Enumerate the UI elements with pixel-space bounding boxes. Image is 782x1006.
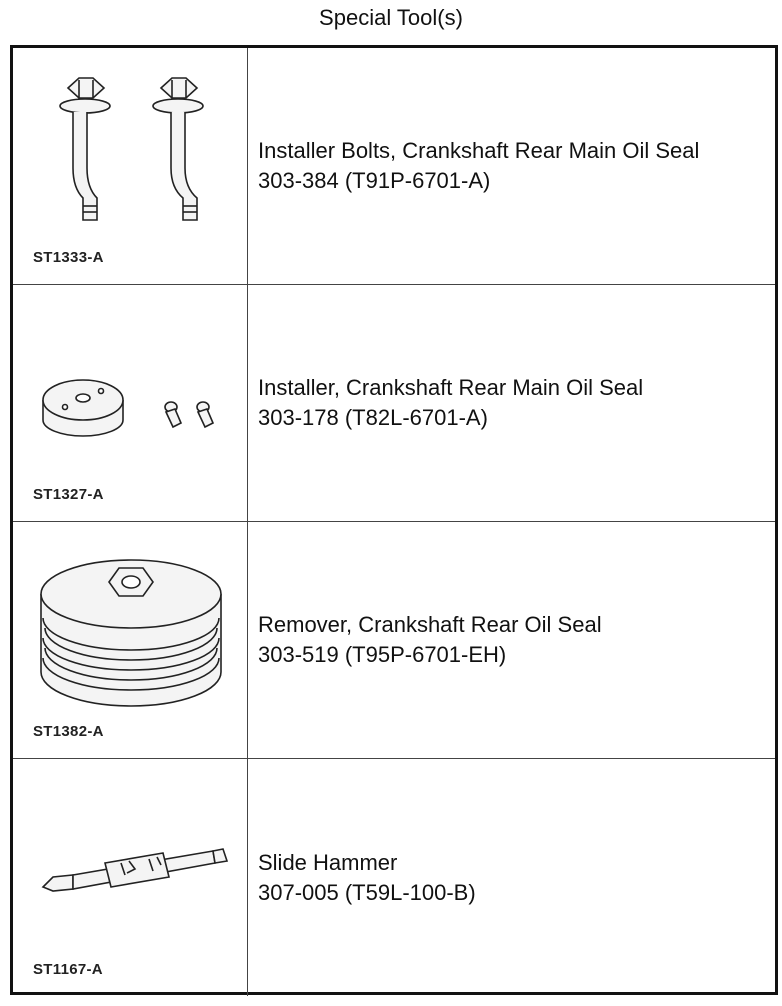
tool-name: Installer, Crankshaft Rear Main Oil Seal xyxy=(258,375,644,400)
small-bolts-icon xyxy=(165,402,213,427)
hex-nut-icon xyxy=(109,568,153,596)
bolt-left-icon xyxy=(60,78,110,220)
tool-description xyxy=(258,759,476,996)
tool-part-number: 303-384 (T91P-6701-A) xyxy=(258,168,491,193)
special-tools-table xyxy=(10,45,778,995)
bolt-right-icon xyxy=(153,78,203,220)
tool-image-cell xyxy=(13,522,248,758)
tool-part-number: 303-178 (T82L-6701-A) xyxy=(258,405,488,430)
installer-disc-icon xyxy=(43,380,123,436)
tool-row-installer-bolts xyxy=(13,48,775,285)
tool-name: Remover, Crankshaft Rear Oil Seal xyxy=(258,612,602,637)
tool-description xyxy=(258,285,643,521)
tool-code: ST1382-A xyxy=(33,723,104,740)
tool-part-number: 303-519 (T95P-6701-EH) xyxy=(258,642,507,667)
tool-row-slide-hammer xyxy=(13,759,775,996)
tool-row-seal-remover xyxy=(13,522,775,759)
tool-code: ST1167-A xyxy=(33,961,103,978)
tool-image-cell xyxy=(13,48,248,284)
tool-name: Installer Bolts, Crankshaft Rear Main Oil Seal xyxy=(258,138,700,163)
tool-image-cell xyxy=(13,759,248,996)
tool-code: ST1333-A xyxy=(33,249,104,266)
tool-row-seal-installer xyxy=(13,285,775,522)
tool-image-cell xyxy=(13,285,248,521)
page-title: Special Tool(s) xyxy=(319,5,463,30)
hammer-weight-icon xyxy=(105,853,169,887)
tool-description xyxy=(258,48,699,284)
tool-part-number: 307-005 (T59L-100-B) xyxy=(258,879,476,905)
tool-name: Slide Hammer xyxy=(258,849,398,875)
tool-description xyxy=(258,522,602,758)
tool-code: ST1327-A xyxy=(33,486,104,503)
